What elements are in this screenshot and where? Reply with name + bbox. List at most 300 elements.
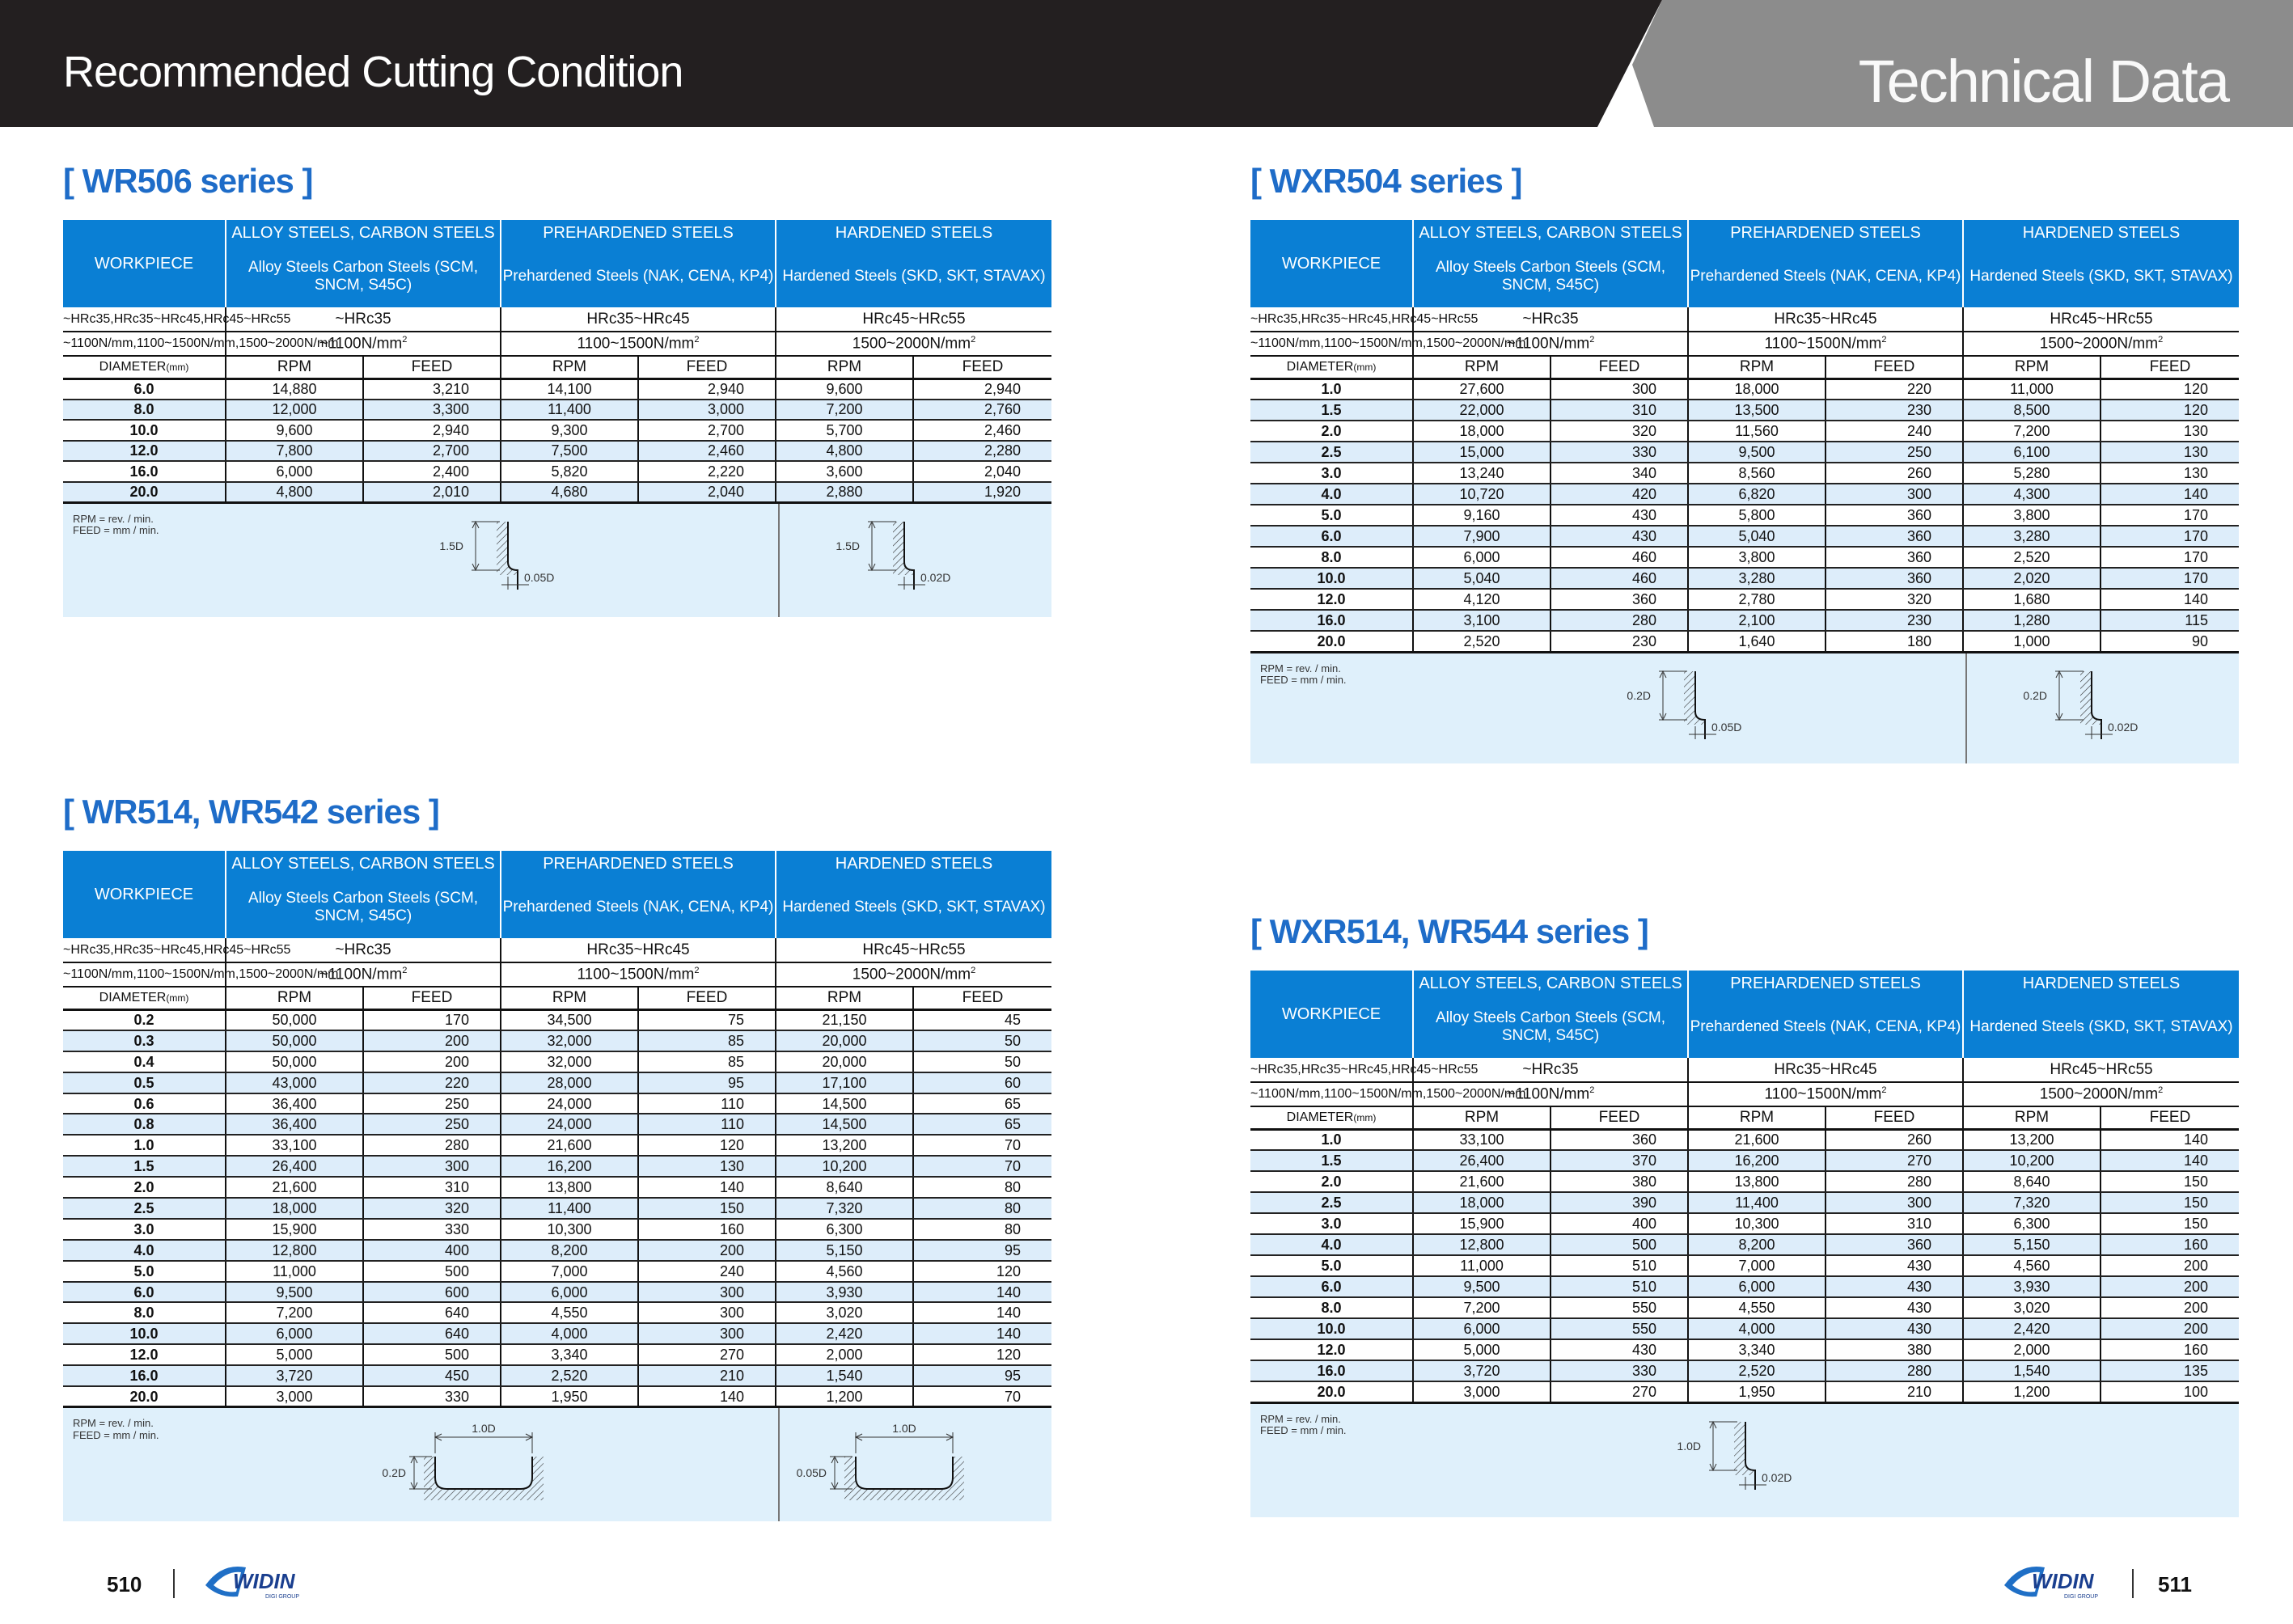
table-row <box>63 1072 1051 1093</box>
hardness-label: ~HRc35,HRc35~HRc45,HRc45~HRc55 <box>1250 1058 1413 1082</box>
table-row <box>63 461 1051 482</box>
workpiece-header: WORKPIECE <box>1250 971 1413 1058</box>
series-title: [ WR506 series ] <box>63 162 313 200</box>
table-row <box>1250 1276 2239 1297</box>
feed-cell: 360 <box>1551 589 1688 610</box>
rpm-cell: 3,340 <box>501 1344 638 1365</box>
hardness-value: HRc45~HRc55 <box>776 938 1051 962</box>
table-row <box>63 379 1051 400</box>
feed-cell: 75 <box>638 1009 776 1030</box>
diameter-cell: 3.0 <box>1250 463 1413 484</box>
diagram-panel <box>1250 653 2239 763</box>
hardness-value: HRc45~HRc55 <box>1963 1058 2239 1082</box>
table-row <box>63 1009 1051 1030</box>
feed-cell: 360 <box>1826 526 1963 547</box>
diameter-cell: 0.4 <box>63 1051 226 1072</box>
rpm-cell: 13,240 <box>1413 463 1551 484</box>
diameter-cell: 0.5 <box>63 1072 226 1093</box>
strength-text: 1100~1500N/mm <box>1764 1085 1882 1103</box>
feed-cell: 230 <box>1826 400 1963 421</box>
table-row <box>63 1177 1051 1198</box>
material-description: Prehardened Steels (NAK, CENA, KP4) <box>1688 246 1963 307</box>
rpm-cell: 5,800 <box>1688 505 1826 526</box>
table-row <box>1250 442 2239 463</box>
feed-note: FEED = mm / min. <box>73 1429 159 1442</box>
strength-text: 1100~1500N/mm <box>577 966 695 983</box>
feed-cell: 2,400 <box>363 461 501 482</box>
rpm-cell: 5,150 <box>776 1240 913 1261</box>
rpm-cell: 1,200 <box>1963 1381 2101 1402</box>
feed-cell: 170 <box>363 1009 501 1030</box>
feed-cell: 510 <box>1551 1276 1688 1297</box>
material-group-header: ALLOY STEELS, CARBON STEELS <box>226 851 501 877</box>
rpm-cell: 6,300 <box>776 1219 913 1240</box>
feed-cell: 330 <box>363 1219 501 1240</box>
diameter-cell: 2.0 <box>63 1177 226 1198</box>
feed-cell: 85 <box>638 1051 776 1072</box>
rpm-cell: 7,320 <box>1963 1192 2101 1213</box>
diameter-cell: 20.0 <box>1250 1381 1413 1402</box>
feed-cell: 330 <box>1551 442 1688 463</box>
feed-cell: 320 <box>1551 421 1688 442</box>
hardness-value: ~HRc35 <box>1413 307 1688 332</box>
width-label: 1.0D <box>892 1422 916 1436</box>
feed-cell: 640 <box>363 1302 501 1323</box>
diameter-label <box>63 987 226 1009</box>
diameter-cell: 3.0 <box>1250 1213 1413 1234</box>
feed-cell: 90 <box>2101 631 2239 652</box>
table-row <box>1250 631 2239 652</box>
feed-cell: 3,210 <box>363 379 501 400</box>
table-row <box>63 1198 1051 1219</box>
table-row <box>63 1323 1051 1344</box>
diameter-cell: 5.0 <box>1250 1255 1413 1276</box>
rpm-cell: 5,000 <box>1413 1339 1551 1360</box>
feed-cell: 110 <box>638 1114 776 1135</box>
table-header-row <box>1250 971 2239 996</box>
rpm-header: RPM <box>226 356 363 379</box>
feed-cell: 360 <box>1826 505 1963 526</box>
table-row <box>1250 484 2239 505</box>
feed-cell: 140 <box>638 1386 776 1407</box>
cutting-condition-table <box>1250 220 2239 653</box>
table-row <box>1250 400 2239 421</box>
feed-cell: 300 <box>638 1302 776 1323</box>
rpm-cell: 18,000 <box>1413 1192 1551 1213</box>
feed-cell: 80 <box>913 1177 1051 1198</box>
hardness-value: ~HRc35 <box>1413 1058 1688 1082</box>
feed-cell: 320 <box>1826 589 1963 610</box>
feed-cell: 2,700 <box>363 441 501 462</box>
strength-text: 1100~1500N/mm <box>577 335 695 353</box>
table-row <box>63 1365 1051 1386</box>
rpm-cell: 1,280 <box>1963 610 2101 631</box>
rpm-note: RPM = rev. / min. <box>1260 1412 1341 1425</box>
page-title: Recommended Cutting Condition <box>63 48 683 96</box>
diameter-cell: 2.5 <box>63 1198 226 1219</box>
feed-cell: 400 <box>363 1240 501 1261</box>
table-row <box>1250 568 2239 589</box>
feed-cell: 360 <box>1826 568 1963 589</box>
rpm-cell: 10,200 <box>1963 1150 2101 1171</box>
diameter-cell: 12.0 <box>1250 589 1413 610</box>
rpm-header: RPM <box>501 356 638 379</box>
table-row <box>1250 505 2239 526</box>
feed-note: FEED = mm / min. <box>1260 674 1347 687</box>
feed-cell: 430 <box>1551 1339 1688 1360</box>
rpm-cell: 3,720 <box>226 1365 363 1386</box>
brand-text: WIDIN <box>2032 1569 2094 1593</box>
depth-label: 1.5D <box>439 539 463 552</box>
table-row <box>1250 1339 2239 1360</box>
section-wxr514-wr544 <box>1250 912 2239 1517</box>
feed-header: FEED <box>913 356 1051 379</box>
feed-cell: 2,940 <box>363 420 501 441</box>
feed-note: FEED = mm / min. <box>73 524 159 537</box>
table-row <box>1250 421 2239 442</box>
rpm-cell: 4,300 <box>1963 484 2101 505</box>
depth-label: 0.05D <box>796 1466 827 1480</box>
table-row <box>63 1114 1051 1135</box>
diameter-cell: 16.0 <box>63 1365 226 1386</box>
rpm-cell: 4,800 <box>226 482 363 503</box>
rpm-cell: 17,100 <box>776 1072 913 1093</box>
rpm-header: RPM <box>501 987 638 1009</box>
diameter-cell: 10.0 <box>1250 1318 1413 1339</box>
rpm-cell: 8,640 <box>1963 1171 2101 1192</box>
rpm-cell: 13,200 <box>1963 1129 2101 1150</box>
feed-cell: 2,040 <box>638 482 776 503</box>
rpm-cell: 9,600 <box>226 420 363 441</box>
strength-value <box>501 332 776 356</box>
rpm-cell: 3,020 <box>776 1302 913 1323</box>
feed-cell: 2,760 <box>913 400 1051 421</box>
brand-sub-text: DIGI GROUP <box>265 1594 300 1600</box>
unit-superscript: 2 <box>402 966 408 976</box>
feed-cell: 430 <box>1826 1297 1963 1318</box>
feed-cell: 150 <box>2101 1192 2239 1213</box>
diameter-text: DIAMETER <box>1286 1110 1354 1124</box>
feed-cell: 430 <box>1826 1276 1963 1297</box>
diameter-unit: (mm) <box>1353 361 1377 373</box>
rpm-cell: 9,600 <box>776 379 913 400</box>
feed-cell: 420 <box>1551 484 1688 505</box>
rpm-cell: 7,200 <box>776 400 913 421</box>
hardness-label: ~HRc35,HRc35~HRc45,HRc45~HRc55 <box>63 938 226 962</box>
hardness-value: HRc45~HRc55 <box>1963 307 2239 332</box>
feed-cell: 150 <box>2101 1171 2239 1192</box>
rpm-cell: 21,600 <box>1413 1171 1551 1192</box>
workpiece-header: WORKPIECE <box>63 220 226 307</box>
material-description: Prehardened Steels (NAK, CENA, KP4) <box>501 877 776 938</box>
feed-cell: 360 <box>1826 1234 1963 1255</box>
rpm-cell: 9,160 <box>1413 505 1551 526</box>
rpm-cell: 9,500 <box>1688 442 1826 463</box>
table-row <box>1250 1192 2239 1213</box>
diameter-cell: 6.0 <box>63 379 226 400</box>
feed-cell: 120 <box>2101 379 2239 400</box>
rpm-cell: 1,950 <box>1688 1381 1826 1402</box>
diameter-cell: 2.5 <box>1250 442 1413 463</box>
strength-text: ~1100N/mm <box>319 335 403 353</box>
rpm-cell: 50,000 <box>226 1051 363 1072</box>
strength-text: 1500~2000N/mm <box>2039 335 2159 353</box>
rpm-cell: 5,150 <box>1963 1234 2101 1255</box>
diameter-cell: 0.6 <box>63 1093 226 1114</box>
feed-cell: 270 <box>638 1344 776 1365</box>
rpm-cell: 9,300 <box>501 420 638 441</box>
step-cut-diagram <box>439 522 554 590</box>
feed-cell: 240 <box>638 1261 776 1282</box>
rpm-cell: 16,200 <box>1688 1150 1826 1171</box>
feed-cell: 230 <box>1826 610 1963 631</box>
rpm-cell: 50,000 <box>226 1009 363 1030</box>
rpm-cell: 5,700 <box>776 420 913 441</box>
material-description: Alloy Steels Carbon Steels (SCM, SNCM, S45C) <box>226 877 501 938</box>
strength-value <box>776 962 1051 987</box>
rpm-cell: 3,930 <box>1963 1276 2101 1297</box>
feed-cell: 140 <box>2101 1129 2239 1150</box>
feed-header: FEED <box>1551 356 1688 379</box>
rpm-cell: 7,000 <box>501 1261 638 1282</box>
feed-cell: 500 <box>1551 1234 1688 1255</box>
feed-cell: 210 <box>1826 1381 1963 1402</box>
rpm-cell: 1,540 <box>776 1365 913 1386</box>
diameter-label <box>1250 356 1413 379</box>
rpm-cell: 26,400 <box>226 1156 363 1177</box>
rpm-cell: 1,680 <box>1963 589 2101 610</box>
table-row <box>1250 526 2239 547</box>
cutting-condition-table <box>63 851 1051 1408</box>
feed-cell: 140 <box>2101 1150 2239 1171</box>
feed-cell: 150 <box>638 1198 776 1219</box>
feed-cell: 170 <box>2101 547 2239 568</box>
diameter-cell: 16.0 <box>1250 1360 1413 1381</box>
unit-superscript: 2 <box>971 966 976 976</box>
rpm-cell: 21,600 <box>226 1177 363 1198</box>
rpm-cell: 14,100 <box>501 379 638 400</box>
feed-cell: 170 <box>2101 505 2239 526</box>
rpm-cell: 28,000 <box>501 1072 638 1093</box>
feed-cell: 220 <box>1826 379 1963 400</box>
diameter-cell: 6.0 <box>1250 1276 1413 1297</box>
feed-cell: 120 <box>2101 400 2239 421</box>
strength-value <box>776 332 1051 356</box>
feed-cell: 310 <box>1551 400 1688 421</box>
widin-logo-icon <box>202 1561 307 1601</box>
diameter-cell: 0.2 <box>63 1009 226 1030</box>
table-row <box>63 1344 1051 1365</box>
feed-cell: 2,460 <box>638 441 776 462</box>
feed-cell: 140 <box>2101 589 2239 610</box>
diameter-cell: 6.0 <box>1250 526 1413 547</box>
column-header-row <box>1250 1106 2239 1129</box>
rpm-cell: 3,020 <box>1963 1297 2101 1318</box>
table-row <box>63 1051 1051 1072</box>
feed-cell: 270 <box>1551 1381 1688 1402</box>
step-cut-diagram <box>1627 671 1741 739</box>
diameter-label <box>63 356 226 379</box>
rpm-cell: 1,200 <box>776 1386 913 1407</box>
feed-cell: 60 <box>913 1072 1051 1093</box>
material-group-header: PREHARDENED STEELS <box>1688 220 1963 246</box>
feed-cell: 200 <box>638 1240 776 1261</box>
feed-header: FEED <box>2101 356 2239 379</box>
rpm-cell: 2,000 <box>776 1344 913 1365</box>
strength-text: ~1100N/mm <box>1506 335 1590 353</box>
series-title: [ WXR504 series ] <box>1250 162 1522 200</box>
widin-logo-right <box>2001 1561 2106 1605</box>
diameter-cell: 16.0 <box>63 461 226 482</box>
workpiece-header: WORKPIECE <box>63 851 226 938</box>
rpm-header: RPM <box>226 987 363 1009</box>
rpm-cell: 5,820 <box>501 461 638 482</box>
rpm-cell: 2,880 <box>776 482 913 503</box>
step-label: 0.02D <box>2108 720 2139 734</box>
feed-cell: 1,920 <box>913 482 1051 503</box>
feed-cell: 115 <box>2101 610 2239 631</box>
rpm-note: RPM = rev. / min. <box>1260 662 1341 675</box>
feed-cell: 100 <box>2101 1381 2239 1402</box>
diameter-cell: 0.3 <box>63 1030 226 1051</box>
strength-text: 1500~2000N/mm <box>2039 1085 2159 1103</box>
strength-text: ~1100N/mm <box>319 966 403 983</box>
diameter-unit: (mm) <box>166 361 189 373</box>
feed-cell: 430 <box>1826 1318 1963 1339</box>
material-description: Hardened Steels (SKD, SKT, STAVAX) <box>776 246 1051 307</box>
material-description: Prehardened Steels (NAK, CENA, KP4) <box>501 246 776 307</box>
header-bar <box>0 0 2293 127</box>
rpm-cell: 32,000 <box>501 1030 638 1051</box>
diameter-cell: 1.5 <box>1250 1150 1413 1171</box>
feed-header: FEED <box>363 356 501 379</box>
unit-superscript: 2 <box>694 335 700 345</box>
feed-cell: 65 <box>913 1093 1051 1114</box>
rpm-cell: 1,000 <box>1963 631 2101 652</box>
rpm-note: RPM = rev. / min. <box>73 1417 154 1430</box>
rpm-cell: 50,000 <box>226 1030 363 1051</box>
feed-cell: 140 <box>913 1282 1051 1303</box>
rpm-cell: 36,400 <box>226 1093 363 1114</box>
diameter-cell: 8.0 <box>63 1302 226 1323</box>
rpm-cell: 6,820 <box>1688 484 1826 505</box>
width-label: 1.0D <box>472 1422 496 1436</box>
rpm-cell: 15,900 <box>1413 1213 1551 1234</box>
brand-sub-text: DIGI GROUP <box>2064 1594 2099 1600</box>
rpm-note: RPM = rev. / min. <box>73 512 154 525</box>
diagram-panel <box>1250 1404 2239 1517</box>
table-row <box>63 1240 1051 1261</box>
diameter-cell: 20.0 <box>63 482 226 503</box>
unit-superscript: 2 <box>402 335 408 345</box>
rpm-cell: 11,000 <box>1963 379 2101 400</box>
feed-cell: 130 <box>638 1156 776 1177</box>
diameter-cell: 3.0 <box>63 1219 226 1240</box>
cutting-condition-table <box>1250 971 2239 1404</box>
diameter-cell: 8.0 <box>1250 547 1413 568</box>
feed-header: FEED <box>1551 1106 1688 1129</box>
rpm-cell: 7,000 <box>1688 1255 1826 1276</box>
table-header-row <box>63 851 1051 877</box>
feed-cell: 500 <box>363 1261 501 1282</box>
rpm-cell: 11,400 <box>501 1198 638 1219</box>
rpm-cell: 4,120 <box>1413 589 1551 610</box>
feed-cell: 240 <box>1826 421 1963 442</box>
section-wxr504 <box>1250 162 2239 763</box>
rpm-cell: 2,780 <box>1688 589 1826 610</box>
feed-cell: 200 <box>363 1030 501 1051</box>
material-description: Alloy Steels Carbon Steels (SCM, SNCM, S45C) <box>226 246 501 307</box>
strength-row <box>1250 1082 2239 1106</box>
feed-cell: 80 <box>913 1219 1051 1240</box>
rpm-cell: 3,800 <box>1963 505 2101 526</box>
rpm-cell: 8,500 <box>1963 400 2101 421</box>
material-description: Alloy Steels Carbon Steels (SCM, SNCM, S45C) <box>1413 996 1688 1058</box>
material-group-header: HARDENED STEELS <box>776 220 1051 246</box>
cutting-diagram <box>63 504 1051 617</box>
diameter-text: DIAMETER <box>1286 359 1354 374</box>
diameter-cell: 10.0 <box>63 1323 226 1344</box>
material-group-header: PREHARDENED STEELS <box>1688 971 1963 996</box>
rpm-cell: 12,800 <box>226 1240 363 1261</box>
rpm-cell: 3,100 <box>1413 610 1551 631</box>
feed-cell: 150 <box>2101 1213 2239 1234</box>
diameter-label <box>1250 1106 1413 1129</box>
rpm-cell: 11,400 <box>1688 1192 1826 1213</box>
right-page-number: 511 <box>2158 1572 2192 1597</box>
rpm-cell: 11,000 <box>226 1261 363 1282</box>
diameter-cell: 12.0 <box>63 441 226 462</box>
diameter-cell: 1.5 <box>1250 400 1413 421</box>
rpm-cell: 3,720 <box>1413 1360 1551 1381</box>
rpm-cell: 34,500 <box>501 1009 638 1030</box>
diagram-panel <box>63 504 1051 617</box>
material-description: Hardened Steels (SKD, SKT, STAVAX) <box>1963 246 2239 307</box>
rpm-cell: 2,020 <box>1963 568 2101 589</box>
rpm-cell: 12,000 <box>226 400 363 421</box>
feed-cell: 430 <box>1551 505 1688 526</box>
strength-value <box>1963 1082 2239 1106</box>
feed-cell: 300 <box>1551 379 1688 400</box>
hardness-row <box>63 307 1051 332</box>
diameter-cell: 10.0 <box>63 420 226 441</box>
rpm-cell: 6,000 <box>226 461 363 482</box>
feed-cell: 390 <box>1551 1192 1688 1213</box>
feed-cell: 330 <box>1551 1360 1688 1381</box>
feed-cell: 70 <box>913 1386 1051 1407</box>
rpm-cell: 4,560 <box>776 1261 913 1282</box>
series-title: [ WR514, WR542 series ] <box>63 793 439 831</box>
rpm-cell: 4,550 <box>501 1302 638 1323</box>
feed-cell: 510 <box>1551 1255 1688 1276</box>
hardness-label: ~HRc35,HRc35~HRc45,HRc45~HRc55 <box>1250 307 1413 332</box>
strength-text: 1500~2000N/mm <box>852 335 971 353</box>
rpm-cell: 11,400 <box>501 400 638 421</box>
feed-cell: 2,010 <box>363 482 501 503</box>
groove-cut-diagram <box>382 1422 544 1500</box>
hardness-value: HRc35~HRc45 <box>501 307 776 332</box>
feed-cell: 300 <box>1826 484 1963 505</box>
rpm-cell: 5,040 <box>1413 568 1551 589</box>
rpm-cell: 9,500 <box>1413 1276 1551 1297</box>
rpm-cell: 2,420 <box>1963 1318 2101 1339</box>
material-group-header: HARDENED STEELS <box>1963 220 2239 246</box>
footer-divider-right <box>2132 1569 2134 1598</box>
feed-cell: 2,280 <box>913 441 1051 462</box>
material-group-header: ALLOY STEELS, CARBON STEELS <box>226 220 501 246</box>
hardness-value: HRc35~HRc45 <box>1688 307 1963 332</box>
rpm-cell: 3,000 <box>226 1386 363 1407</box>
